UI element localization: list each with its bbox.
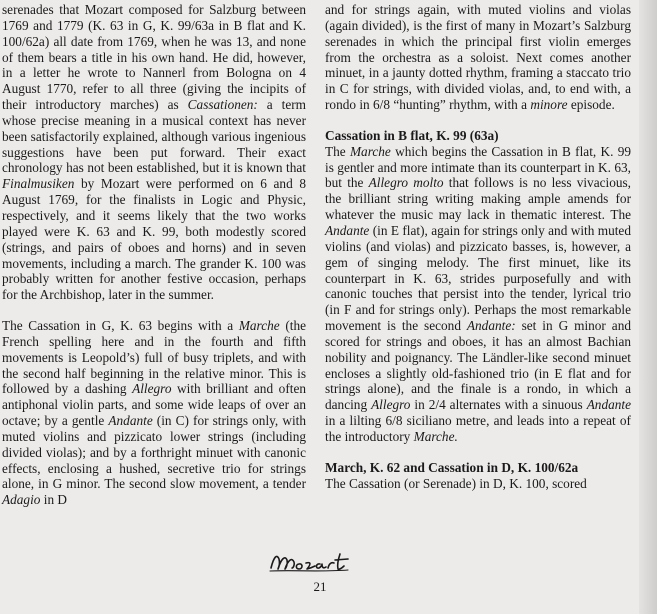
page-number: 21	[313, 579, 327, 594]
right-column	[325, 2, 631, 491]
paragraph-cassation-g: The Cassation in G, K. 63 begins with a Marche (the French spelling here and in the fourth and fifth movements is Leopold’s) full of busy triplets, and with the second half beginning in the relative minor. This is followed by a dashing Allegro with brilliant and often antiphonal violin parts, and some wide leaps of over an octave; by a gentle Andante (in C) for strings only, with muted violins and pizzicato lower strings (including divided violas); and by a forthright minuet with canonic effects, enclosing a hushed, secretive trio for strings alone, in G minor. The second slow movement, a tender Adagio in D	[2, 318, 306, 508]
section-heading-k99: Cassation in B flat, K. 99 (63a)	[325, 127, 499, 143]
page-edge-shadow	[639, 0, 657, 614]
paragraph-adagio-continued: and for strings again, with muted violins and violas (again divided), is the first of many in Mozart’s Salzburg serenades in which the principal first violin emerges from the orchestra as a soloist. Next comes another minuet, in a jaunty dotted rhythm, framing a staccato trio in C for strings, with divided violas, and, to end with, a rondo in 6/8 “hunting” rhythm, with a minore episode.	[325, 2, 631, 113]
paragraph-cassation-d: The Cassation (or Serenade) in D, K. 100, scored	[325, 475, 587, 491]
left-column	[2, 2, 306, 508]
mozart-signature-logo	[268, 550, 350, 574]
paragraph-serenades-intro: serenades that Mozart composed for Salzburg between 1769 and 1779 (K. 63 in G, K. 99/63a in B flat and K. 100/62a) all date from 1769, when he was 13, and none of them bears a title in his own hand. He did, however, in a letter he wrote to Nannerl from Bologna on 4 August 1770, refer to all three (giving the incipits of their introductory marches) as Cassationen: a term whose precise meaning in a musical context has never been satisfactorily explained, although various ingenious suggestions have been put forward. Their exact chronology has not been established, but it is known that Finalmusiken by Mozart were performed on 6 and 8 August 1769, for the finalists in Logic and Physic, respectively, and it seems likely that the two works played were K. 63 and K. 99, both modestly scored (strings, and pairs of oboes and horns) and in seven movements, including a march. The grander K. 100 was probably written for another festive occasion, perhaps for the Archbishop, later in the summer.	[2, 2, 307, 303]
section-heading-k100: March, K. 62 and Cassation in D, K. 100/62a	[325, 459, 579, 475]
paragraph-cassation-b-flat: The Marche which begins the Cassation in B flat, K. 99 is gentler and more intimate than its counterpart in K. 63, but the Allegro molto that follows is no less vivacious, the brilliant string writing making ample amends for whatever the music may lack in thematic interest. The Andante (in E flat), again for strings only and with muted violins (and violas) and pizzicato basses, is, however, a gem of singing melody. The first minuet, like its counterpart in K. 63, strides purposefully and with canonic touches that persist into the tender, lyrical trio (in F and for strings only). Perhaps the most remarkable movement is the second Andante: set in G minor and scored for strings and oboes, it has an almost Bachian nobility and poignancy. The Ländler-like second minuet encloses a slightly old-fashioned trio (in E flat and for strings alone), and the finale is a rondo, in which a dancing Allegro in 2/4 alternates with a sinuous Andante in a lilting 6/8 siciliano metre, and leads into a repeat of the introductory Marche.	[325, 143, 632, 444]
